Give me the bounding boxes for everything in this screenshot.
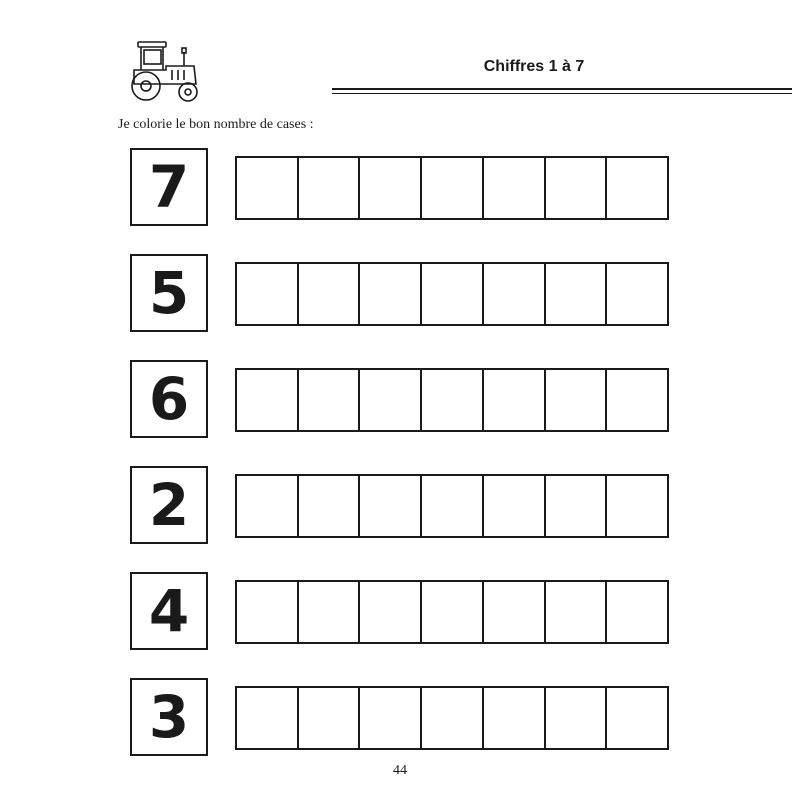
digit-label: 2 bbox=[148, 471, 190, 539]
color-box[interactable] bbox=[544, 688, 606, 748]
box-strip bbox=[235, 368, 669, 432]
exercise-row-7 bbox=[130, 148, 675, 230]
color-box[interactable] bbox=[358, 158, 420, 218]
digit-box bbox=[130, 466, 208, 544]
exercise-row-5 bbox=[130, 254, 675, 336]
color-box[interactable] bbox=[237, 582, 297, 642]
color-box[interactable] bbox=[605, 264, 667, 324]
color-box[interactable] bbox=[420, 264, 482, 324]
instruction-text: Je colorie le bon nombre de cases : bbox=[118, 117, 314, 132]
color-box[interactable] bbox=[544, 370, 606, 430]
exercise-row-3 bbox=[130, 678, 675, 760]
color-box[interactable] bbox=[297, 476, 359, 536]
color-box[interactable] bbox=[358, 476, 420, 536]
color-box[interactable] bbox=[297, 370, 359, 430]
box-strip bbox=[235, 474, 669, 538]
color-box[interactable] bbox=[420, 582, 482, 642]
box-strip bbox=[235, 156, 669, 220]
digit-box bbox=[130, 678, 208, 756]
page-title: Chiffres 1 à 7 bbox=[483, 58, 585, 75]
color-box[interactable] bbox=[420, 688, 482, 748]
digit-box bbox=[130, 360, 208, 438]
color-box[interactable] bbox=[482, 158, 544, 218]
color-box[interactable] bbox=[358, 264, 420, 324]
color-box[interactable] bbox=[420, 158, 482, 218]
color-box[interactable] bbox=[544, 158, 606, 218]
color-box[interactable] bbox=[237, 476, 297, 536]
color-box[interactable] bbox=[605, 158, 667, 218]
header-rule-thin bbox=[332, 93, 792, 94]
color-box[interactable] bbox=[605, 688, 667, 748]
color-box[interactable] bbox=[482, 582, 544, 642]
color-box[interactable] bbox=[237, 688, 297, 748]
header-rule bbox=[332, 88, 792, 90]
color-box[interactable] bbox=[544, 582, 606, 642]
tractor-icon bbox=[126, 40, 206, 102]
color-box[interactable] bbox=[544, 476, 606, 536]
digit-label: 5 bbox=[148, 259, 190, 327]
digit-label: 7 bbox=[148, 153, 190, 221]
color-box[interactable] bbox=[237, 158, 297, 218]
digit-label: 6 bbox=[148, 365, 190, 433]
digit-label: 3 bbox=[148, 683, 190, 751]
page-number: 44 bbox=[393, 763, 407, 778]
color-box[interactable] bbox=[605, 476, 667, 536]
box-strip bbox=[235, 686, 669, 750]
page-header bbox=[120, 36, 680, 106]
color-box[interactable] bbox=[358, 370, 420, 430]
exercise-row-6 bbox=[130, 360, 675, 442]
color-box[interactable] bbox=[482, 370, 544, 430]
exercise-row-2 bbox=[130, 466, 675, 548]
color-box[interactable] bbox=[297, 688, 359, 748]
color-box[interactable] bbox=[605, 370, 667, 430]
color-box[interactable] bbox=[544, 264, 606, 324]
color-box[interactable] bbox=[358, 582, 420, 642]
color-box[interactable] bbox=[237, 370, 297, 430]
digit-box bbox=[130, 254, 208, 332]
box-strip bbox=[235, 262, 669, 326]
color-box[interactable] bbox=[237, 264, 297, 324]
exercise-row-4 bbox=[130, 572, 675, 654]
color-box[interactable] bbox=[297, 264, 359, 324]
color-box[interactable] bbox=[358, 688, 420, 748]
color-box[interactable] bbox=[482, 688, 544, 748]
color-box[interactable] bbox=[297, 158, 359, 218]
digit-label: 4 bbox=[148, 577, 190, 645]
digit-box bbox=[130, 572, 208, 650]
color-box[interactable] bbox=[482, 476, 544, 536]
color-box[interactable] bbox=[605, 582, 667, 642]
color-box[interactable] bbox=[482, 264, 544, 324]
color-box[interactable] bbox=[420, 370, 482, 430]
color-box[interactable] bbox=[420, 476, 482, 536]
box-strip bbox=[235, 580, 669, 644]
color-box[interactable] bbox=[297, 582, 359, 642]
digit-box bbox=[130, 148, 208, 226]
